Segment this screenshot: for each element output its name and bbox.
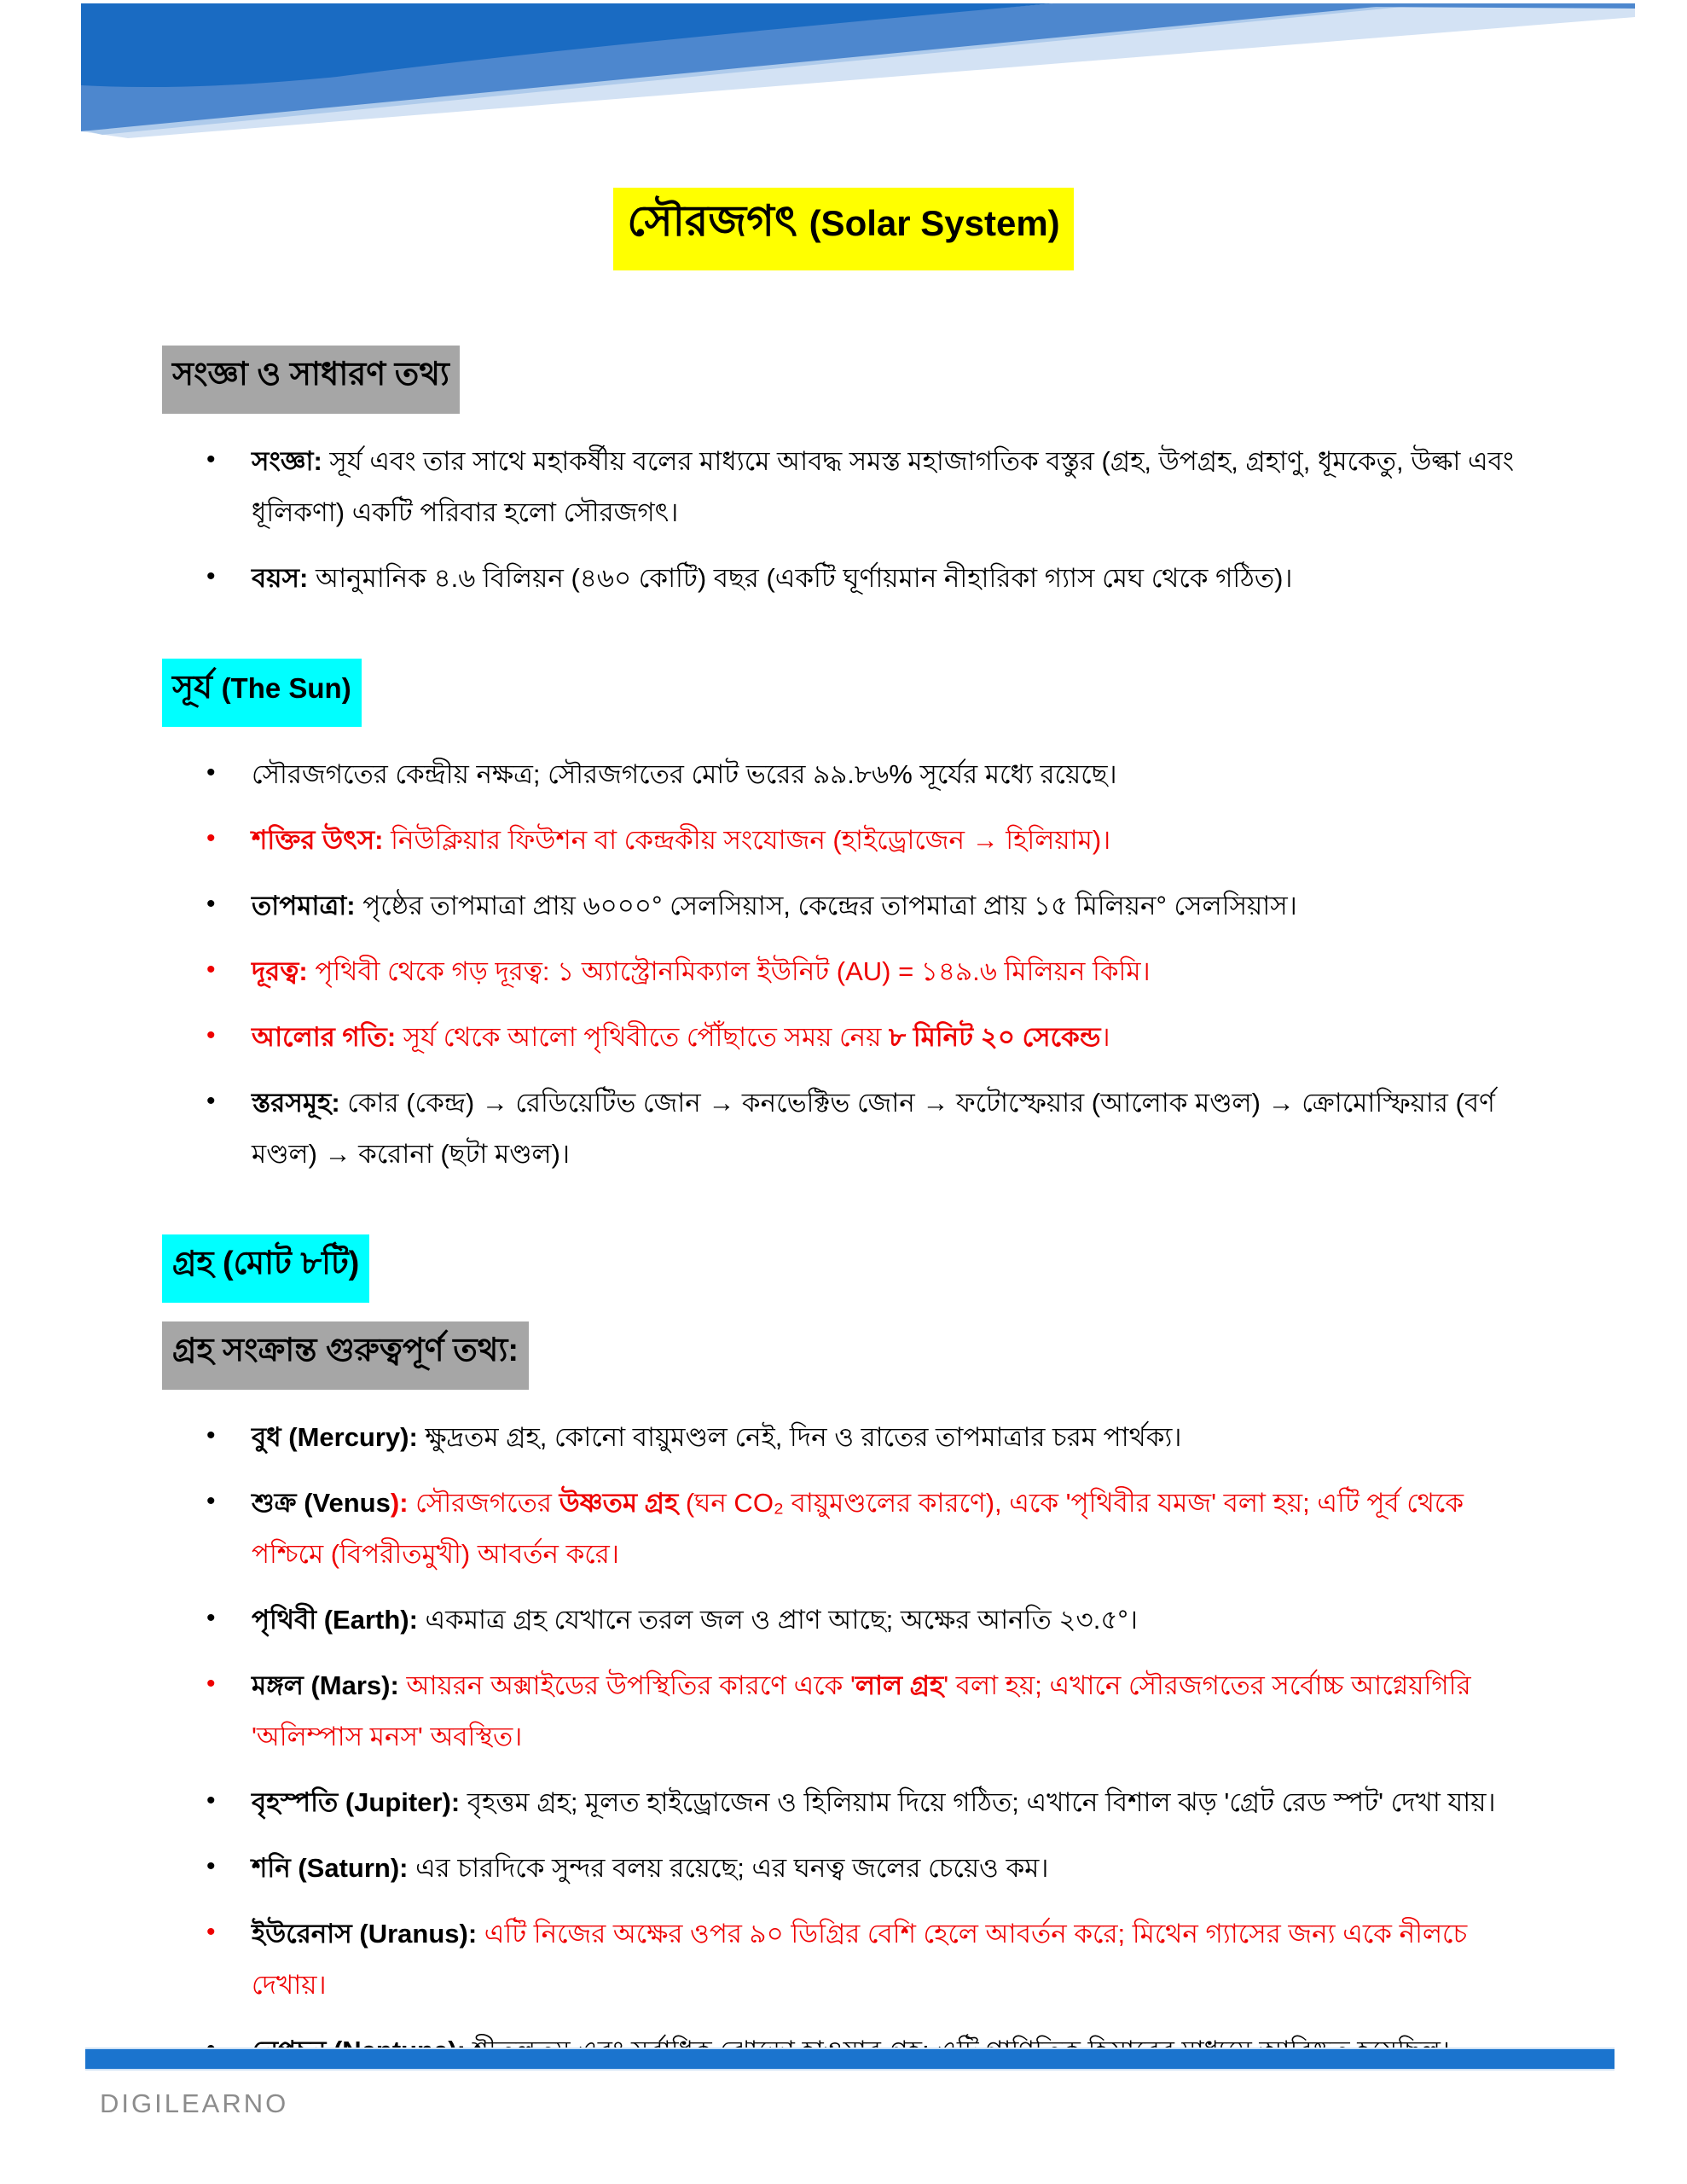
bullet-list [162,1412,1542,2077]
bullet-text-segment: এটি নিজের অক্ষের ওপর ৯০ ডিগ্রির বেশি হেলে আবর্তন করে; মিথেন গ্যাসের জন্য একে নীলচে দেখায়। [252,1919,1468,2000]
heading-planets-sub [162,1321,1542,1390]
bullet-text-segment: স্তরসমূহ: [252,1088,340,1118]
bullet-icon: • [206,445,216,473]
bullet-text-segment: ' বলা হয়; এখানে সৌরজগতের সর্বোচ্চ আগ্নেয়গিরি 'অলিম্পাস মনস' অবস্থিত। [252,1670,1471,1751]
bullet-icon: • [206,890,216,918]
bullet-text-segment: পৃথিবী (Earth): [252,1605,418,1635]
bullet-icon: • [206,1670,216,1698]
heading-highlight-cyan [162,659,362,727]
bullet-text [252,891,1297,921]
bullet-item [162,553,1542,604]
bullet-text-segment: একমাত্র গ্রহ যেখানে তরল জল ও প্রাণ আছে; অক্ষের আনতি ২৩.৫°। [417,1605,1138,1635]
bullet-text-segment: সংজ্ঞা: [252,446,322,476]
bullet-item [162,436,1542,538]
bullet-icon: • [206,1604,216,1632]
bullet-text-segment: সূর্য এবং তার সাথে মহাকর্ষীয় বলের মাধ্যমে আবদ্ধ সমস্ত মহাজাগতিক বস্তুর (গ্রহ, উপগ্রহ, গ্রহাণু, ধূমকেতু, উল্কা এবং ধূলিকণা) একটি পরিবার হলো সৌরজগৎ। [252,446,1515,527]
bullet-item [162,749,1542,800]
bullet-item [162,1412,1542,1463]
bullet-text-segment: ৮ মিনিট ২০ সেকেন্ড [888,1022,1101,1052]
bullet-text-segment: দূরত্ব: [252,956,308,986]
bullet-list [162,436,1542,604]
document-body [0,346,1687,2077]
bullet-text [252,1919,1467,2000]
bullet-text [252,1422,1181,1452]
bullet-list [162,749,1542,1180]
heading-text: গ্রহ সংক্রান্ত গুরুত্বপূর্ণ তথ্য: [172,1333,519,1368]
heading-text: গ্রহ (মোট ৮টি) [172,1246,360,1281]
bullet-icon: • [206,1487,216,1515]
bullet-icon: • [206,956,216,984]
heading-text: সংজ্ঞা ও সাধারণ তথ্য [172,357,449,392]
header-swoosh-graphic [81,3,1635,138]
heading-highlight-cyan [162,1234,369,1303]
bullet-text-segment: বৃহত্তম গ্রহ; মূলত হাইড্রোজেন ও হিলিয়াম দিয়ে গঠিত; এখানে বিশাল ঝড় 'গ্রেট রেড স্পট' দেখা যায়। [460,1787,1496,1817]
bullet-text [252,1787,1496,1817]
bullet-icon: • [206,1786,216,1815]
bullet-text [252,1670,1471,1751]
bullet-icon: • [206,1918,216,1946]
bullet-text-segment: বুধ (Mercury): [252,1422,418,1452]
bullet-item [162,1077,1542,1180]
bullet-text [252,1088,1495,1169]
section-planets [162,1234,1542,2077]
bullet-text [252,563,1293,593]
bullet-item [162,815,1542,866]
bullet-item [162,1777,1542,1828]
bullet-item [162,1478,1542,1580]
heading-sun [162,659,1542,727]
bullet-icon: • [206,758,216,787]
bullet-item [162,1843,1542,1894]
bullet-icon: • [206,824,216,852]
heading-highlight-gray [162,1321,529,1390]
bullet-text [252,759,1117,789]
title-part-en: (Solar System) [809,203,1060,243]
bullet-text-segment: । [1100,1022,1110,1052]
bullet-item [162,1594,1542,1646]
bullet-text-segment: আনুমানিক ৪.৬ বিলিয়ন (৪৬০ কোটি) বছর (একটি ঘূর্ণায়মান নীহারিকা গ্যাস মেঘ থেকে গঠিত)। [308,563,1293,593]
bullet-text-segment: পৃথিবী থেকে গড় দূরত্ব: ১ অ্যাস্ট্রোনমিক্যাল ইউনিট (AU) = ১৪৯.৬ মিলিয়ন কিমি। [307,956,1151,986]
brand-logo-text: DIGILEARNO [100,2088,289,2118]
title-part-bn: সৌরজগৎ [627,197,809,245]
bullet-icon: • [206,1421,216,1449]
bullet-item [162,1660,1542,1763]
heading-text: সূর্য [172,670,222,706]
bullet-text-segment: কোর (কেন্দ্র) → রেডিয়েটিভ জোন → কনভেক্টিভ জোন → ফটোস্ফেয়ার (আলোক মণ্ডল) → ক্রোমোস্ফিয়ার (বর্ণ মণ্ডল) → করোনা (ছটা মণ্ডল)। [252,1088,1495,1169]
bullet-text-segment: শক্তির উৎস: [252,825,384,855]
bullet-text [252,1022,1110,1052]
bullet-text-segment: ): [390,1488,416,1518]
section-sun [162,659,1542,1180]
bullet-text-segment: আয়রন অক্সাইডের উপস্থিতির কারণে একে ' [398,1670,855,1700]
heading-general-info [162,346,1542,414]
bullet-text-segment: সৌরজগতের কেন্দ্রীয় নক্ষত্র; সৌরজগতের মোট ভরের ৯৯.৮৬% সূর্যের মধ্যে রয়েছে। [252,759,1117,789]
heading-highlight-gray [162,346,460,414]
bullet-text [252,446,1514,527]
bullet-icon: • [206,1087,216,1115]
bullet-text-segment: ইউরেনাস (Uranus): [252,1919,478,1949]
bullet-text-segment: (ঘন CO₂ বায়ুমণ্ডলের কারণে), একে 'পৃথিবীর যমজ' বলা হয়; এটি পূর্ব থেকে পশ্চিমে (বিপরীতমুখী) আবর্তন করে। [252,1488,1464,1569]
bullet-icon: • [206,562,216,590]
bullet-text [252,1488,1464,1569]
bullet-text-segment: সূর্য থেকে আলো পৃথিবীতে পৌঁছাতে সময় নেয় [396,1022,889,1052]
heading-text: (The Sun) [221,672,351,704]
bullet-item [162,1012,1542,1063]
bullet-item [162,946,1542,997]
bullet-text-segment: শুক্র (Venus [252,1488,391,1518]
bullet-text-segment: মঙ্গল (Mars): [252,1670,399,1700]
footer-divider-bar [85,2048,1615,2071]
bullet-text-segment: ক্ষুদ্রতম গ্রহ, কোনো বায়ুমণ্ডল নেই, দিন ও রাতের তাপমাত্রার চরম পার্থক্য। [417,1422,1182,1452]
bullet-text-segment: এর চারদিকে সুন্দর বলয় রয়েছে; এর ঘনত্ব জলের চেয়েও কম। [408,1853,1049,1883]
bullet-text-segment: বয়স: [252,563,309,593]
bullet-text-segment: উষ্ণতম গ্রহ [559,1488,679,1518]
bullet-text-segment: সৌরজগতের [415,1488,559,1518]
bullet-text-segment: শনি (Saturn): [252,1853,409,1883]
bullet-text-segment: নিউক্লিয়ার ফিউশন বা কেন্দ্রকীয় সংযোজন (হাইড্রোজেন → হিলিয়াম)। [383,825,1111,855]
bullet-text [252,1605,1138,1635]
bullet-text-segment: লাল গ্রহ [855,1670,944,1700]
bullet-item [162,880,1542,932]
bullet-text [252,1853,1048,1883]
bullet-text [252,956,1151,986]
page-title-highlight [613,188,1073,270]
bullet-icon: • [206,1021,216,1049]
heading-planets [162,1234,1542,1303]
section-general-info [162,346,1542,604]
bullet-text-segment: বৃহস্পতি (Jupiter): [252,1787,461,1817]
bullet-text-segment: তাপমাত্রা: [252,891,356,921]
bullet-text-segment: আলোর গতি: [252,1022,397,1052]
bullet-text [252,825,1110,855]
bullet-icon: • [206,1852,216,1880]
bullet-text-segment: পৃষ্ঠের তাপমাত্রা প্রায় ৬০০০° সেলসিয়াস, কেন্দ্রের তাপমাত্রা প্রায় ১৫ মিলিয়ন° সেলসিয়াস। [355,891,1297,921]
bullet-item [162,1908,1542,2011]
